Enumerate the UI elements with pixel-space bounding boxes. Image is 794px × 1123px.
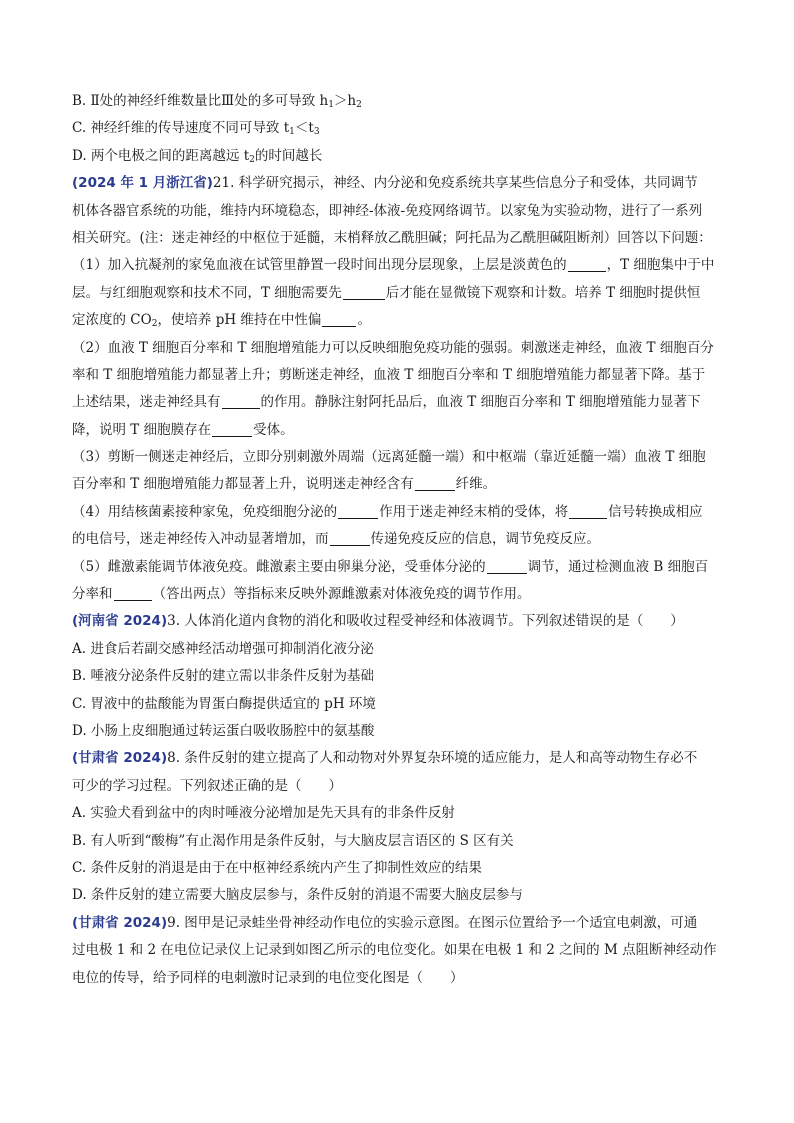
answer-blank — [114, 586, 152, 601]
text-segment: C. 胃液中的盐酸能为胃蛋白酶提供适宜的 pH 环境 — [72, 695, 376, 712]
text-segment: 作用于迷走神经末梢的受体，将 — [379, 503, 569, 520]
answer-blank — [569, 504, 607, 519]
text-segment: 机体各器官系统的功能，维持内环境稳态，即神经-体液-免疫网络调节。以家兔为实验动物，进行了一系列 — [72, 202, 703, 219]
answer-blank — [322, 312, 356, 327]
text-segment: 分率和 — [72, 586, 113, 603]
text-segment: ＜t — [294, 120, 314, 137]
text-line — [72, 225, 726, 252]
text-segment: B. 唾液分泌条件反射的建立需以非条件反射为基础 — [72, 668, 375, 685]
text-line — [72, 910, 726, 937]
text-segment: （1）加入抗凝剂的家兔血液在试管里静置一段时间出现分层现象，上层是淡黄色的 — [72, 257, 567, 274]
text-line — [72, 691, 726, 718]
question-source: (2024 年 1 月浙江省) — [72, 175, 213, 192]
text-line — [72, 581, 726, 608]
question-source: (甘肃省 2024) — [72, 914, 168, 931]
text-segment: 。 — [357, 312, 371, 329]
text-segment: 3. 人体消化道内食物的消化和吸收过程受神经和体液调节。下列叙述错误的是（ ） — [167, 613, 684, 630]
text-line — [72, 882, 726, 909]
text-line — [72, 280, 726, 307]
text-segment: 8. 条件反射的建立提高了人和动物对外界复杂环境的适应能力，是人和高等动物生存必不 — [167, 750, 698, 767]
text-segment: A. 实验犬看到盆中的肉时唾液分泌增加是先天具有的非条件反射 — [72, 805, 455, 822]
text-line — [72, 335, 726, 362]
text-line — [72, 170, 726, 197]
text-segment: C. 条件反射的消退是由于在中枢神经系统内产生了抑制性效应的结果 — [72, 859, 482, 876]
text-segment: D. 两个电极之间的距离越远 t — [72, 147, 250, 164]
text-segment: D. 条件反射的建立需要大脑皮层参与，条件反射的消退不需要大脑皮层参与 — [72, 887, 523, 904]
text-segment: 的作用。静脉注射阿托品后，血液 T 细胞百分率和 T 细胞增殖能力显著下 — [260, 394, 701, 411]
text-segment: 后才能在显微镜下观察和计数。培养 T 细胞时提供恒 — [385, 284, 701, 301]
document-body — [72, 88, 726, 992]
text-line — [72, 965, 726, 992]
subscript: 2 — [249, 154, 255, 165]
text-segment: 的电信号，迷走神经传入冲动显著增加，而 — [72, 531, 329, 548]
text-segment: 过电极 1 和 2 在电位记录仪上记录到如图乙所示的电位变化。如果在电极 1 和 2 之间的 M 点阻断神经动作 — [72, 942, 717, 959]
text-segment: 调节，通过检测血液 B 细胞百 — [527, 558, 709, 575]
text-segment: ，T 细胞集中于中 — [606, 257, 715, 274]
text-line — [72, 252, 726, 279]
text-segment: 百分率和 T 细胞增殖能力都显著上升，说明迷走神经含有 — [72, 476, 414, 493]
text-line — [72, 362, 726, 389]
text-segment: 率和 T 细胞增殖能力都显著上升；剪断迷走神经，血液 T 细胞百分率和 T 细胞增殖能力都显著下降。基于 — [72, 366, 706, 383]
answer-blank — [568, 257, 606, 272]
subscript: 2 — [151, 319, 158, 330]
text-segment: B. Ⅱ处的神经纤维数量比Ⅲ处的多可导致 h — [72, 93, 329, 109]
answer-blank — [212, 422, 252, 437]
text-segment: （答出两点）等指标来反映外源雌激素对体液免疫的调节作用。 — [152, 586, 531, 603]
subscript: 3 — [313, 127, 320, 138]
answer-blank — [343, 285, 385, 300]
text-segment: D. 小肠上皮细胞通过转运蛋白吸收肠腔中的氨基酸 — [72, 722, 375, 739]
text-segment: 9. 图甲是记录蛙坐骨神经动作电位的实验示意图。在图示位置给予一个适宜电刺激，可通 — [167, 914, 698, 931]
text-segment: 降，说明 T 细胞膜存在 — [72, 421, 212, 438]
text-segment: B. 有人听到“酸梅”有止渴作用是条件反射，与大脑皮层言语区的 S 区有关 — [72, 832, 514, 849]
text-line — [72, 718, 726, 745]
text-line — [72, 608, 726, 635]
subscript: 2 — [356, 100, 362, 110]
answer-blank — [330, 531, 370, 546]
text-segment: 定浓度的 CO — [72, 312, 152, 329]
answer-blank — [338, 504, 378, 519]
text-segment: （2）血液 T 细胞百分率和 T 细胞增殖能力可以反映细胞免疫功能的强弱。刺激迷走神经，血液 T 细胞百分 — [72, 339, 714, 356]
text-line — [72, 471, 726, 498]
text-line — [72, 745, 726, 772]
subscript: 1 — [289, 127, 295, 138]
text-line — [72, 499, 726, 526]
text-segment: 上述结果，迷走神经具有 — [72, 394, 221, 411]
answer-blank — [222, 394, 260, 409]
text-segment: （5）雌激素能调节体液免疫。雌激素主要由卵巢分泌，受垂体分泌的 — [72, 558, 486, 575]
text-segment: 受体。 — [253, 421, 294, 438]
text-line — [72, 937, 726, 964]
text-line — [72, 143, 726, 170]
text-segment: 电位的传导，给予同样的电刺激时记录到的电位变化图是（ ） — [72, 969, 464, 986]
text-line — [72, 198, 726, 225]
text-segment: 21. 科学研究揭示，神经、内分泌和免疫系统共享某些信息分子和受体，共同调节 — [212, 175, 698, 192]
answer-blank — [487, 559, 527, 574]
text-line — [72, 417, 726, 444]
text-line — [72, 800, 726, 827]
text-segment: 相关研究。(注：迷走神经的中枢位于延髓，末梢释放乙酰胆碱；阿托品为乙酰胆碱阻断剂）回答以下问题： — [72, 229, 712, 246]
text-line — [72, 663, 726, 690]
text-segment: 的时间越长 — [254, 147, 323, 164]
text-line — [72, 526, 726, 553]
question-source: (河南省 2024) — [72, 613, 168, 630]
text-segment: 纤维。 — [455, 476, 497, 493]
text-segment: （3）剪断一侧迷走神经后，立即分别刺激外周端（远离延髓一端）和中枢端（靠近延髓一端）血液 T 细胞 — [72, 449, 706, 466]
text-segment: 层。与红细胞观察和技术不同，T 细胞需要先 — [72, 284, 342, 301]
text-segment: 可少的学习过程。下列叙述正确的是（ ） — [72, 777, 342, 794]
text-line — [72, 828, 726, 855]
text-segment: （4）用结核菌素接种家兔，免疫细胞分泌的 — [72, 503, 338, 520]
text-segment: 传递免疫反应的信息，调节免疫反应。 — [370, 531, 600, 548]
text-line — [72, 636, 726, 663]
text-segment: ，使培养 pH 维持在中性偏 — [157, 312, 322, 329]
text-segment: ＞h — [333, 93, 357, 109]
subscript: 1 — [328, 100, 334, 110]
text-line — [72, 855, 726, 882]
text-line — [72, 444, 726, 471]
text-line — [72, 88, 726, 115]
text-line — [72, 307, 726, 334]
text-line — [72, 773, 726, 800]
text-segment: C. 神经纤维的传导速度不同可导致 t — [72, 120, 290, 137]
text-line — [72, 389, 726, 416]
text-line — [72, 115, 726, 142]
text-segment: 信号转换成相应 — [608, 503, 703, 520]
text-line — [72, 554, 726, 581]
answer-blank — [415, 476, 455, 491]
text-segment: A. 进食后若副交感神经活动增强可抑制消化液分泌 — [72, 640, 374, 657]
question-source: (甘肃省 2024) — [72, 750, 168, 767]
